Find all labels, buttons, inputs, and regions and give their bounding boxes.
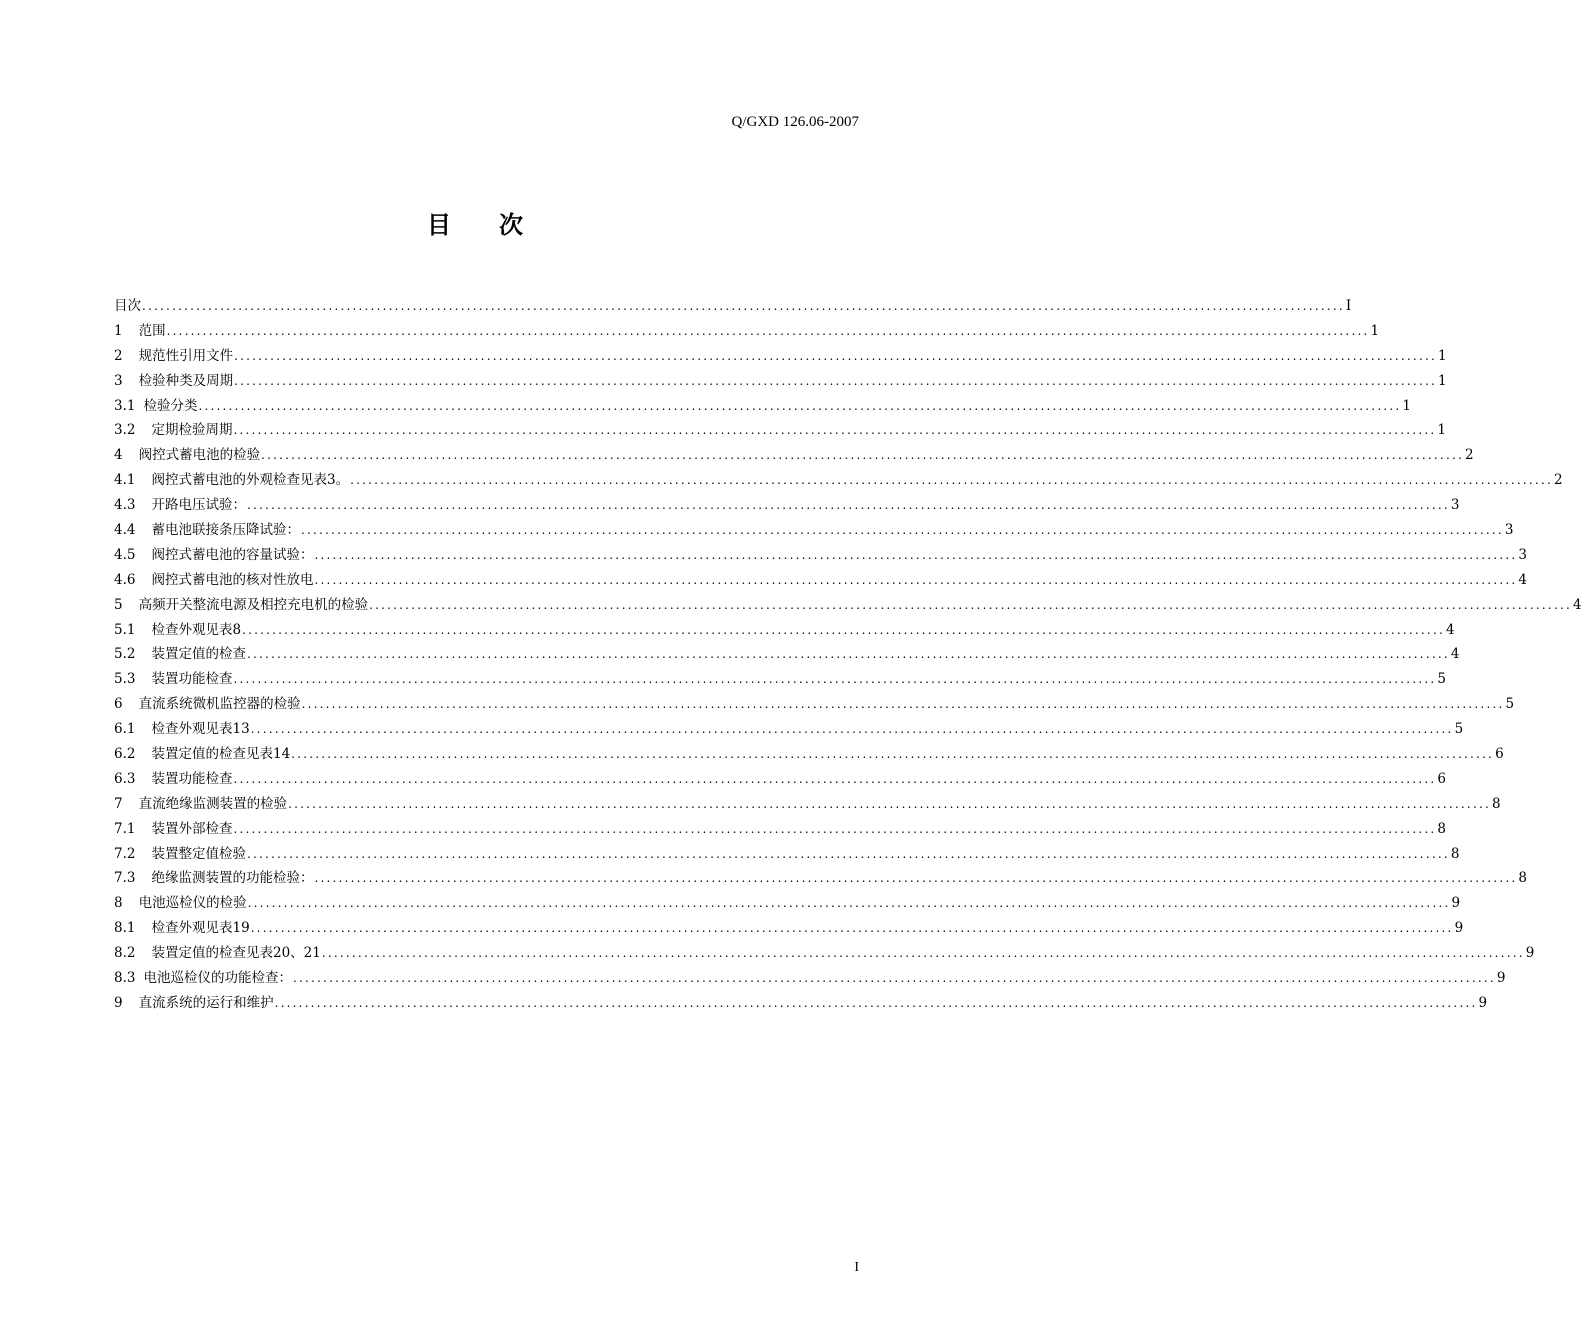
toc-leader-dots: ........................................................................................................................................................................................................ [234, 373, 1437, 388]
page-title-left: 目 [427, 211, 451, 239]
toc-entry-title: 检验种类及周期 [138, 372, 234, 389]
toc-entry-page: 9 [1454, 920, 1464, 937]
toc-leader-dots: ........................................................................................................................................................................................................ [250, 722, 1454, 737]
toc-entry-number: 4 [114, 447, 123, 464]
toc-entry[interactable] [114, 742, 1504, 767]
toc-entry-title: 范围 [138, 322, 166, 339]
toc-entry[interactable] [114, 941, 1535, 966]
toc-leader-dots: ........................................................................................................................................................................................................ [301, 697, 1505, 712]
toc-leader-dots: ........................................................................................................................................................................................................ [250, 921, 1454, 936]
toc-entry-page: 9 [1451, 895, 1461, 912]
toc-entry-title: 高频开关整流电源及相控充电机的检验 [138, 596, 369, 613]
toc-leader-dots: ........................................................................................................................................................................................................ [292, 971, 1496, 986]
toc-entry-number: 7.3 [114, 870, 136, 887]
toc-entry-page: 4 [1572, 596, 1582, 613]
toc-entry-page: 8 [1450, 845, 1460, 862]
toc-entry-page: 8 [1491, 795, 1501, 812]
toc-entry-number: 8.3 [114, 970, 136, 987]
toc-entry[interactable] [114, 394, 1411, 419]
toc-entry-title: 阀控式蓄电池的外观检查见表3。 [151, 472, 350, 489]
toc-leader-dots: ........................................................................................................................................................................................................ [350, 473, 1553, 488]
document-code: Q/GXD 126.06-2007 [731, 114, 859, 130]
toc-leader-dots: ........................................................................................................................................................................................................ [246, 498, 1450, 513]
toc-entry-title: 直流绝缘监测装置的检验 [138, 795, 288, 812]
toc-entry-number: 4.4 [114, 522, 136, 539]
toc-entry-title: 装置外部检查 [151, 820, 233, 837]
toc-leader-dots: ........................................................................................................................................................................................................ [246, 647, 1450, 662]
toc-entry-number: 8.2 [114, 945, 136, 962]
toc-entry-number: 9 [114, 994, 123, 1011]
toc-entry[interactable] [114, 667, 1446, 692]
toc-entry-number: 3.1 [114, 397, 136, 414]
toc-entry[interactable] [114, 294, 1352, 319]
toc-entry[interactable] [114, 518, 1514, 543]
toc-entry-page: 8 [1437, 820, 1446, 837]
toc-entry-page: 5 [1505, 696, 1515, 713]
toc-leader-dots: ........................................................................................................................................................................................................ [247, 896, 1451, 911]
toc-entry-number: 3 [114, 372, 123, 389]
toc-entry[interactable] [114, 593, 1582, 618]
toc-entry-title: 阀控式蓄电池的检验 [138, 447, 261, 464]
toc-entry-page: 2 [1464, 447, 1474, 464]
toc-leader-dots: ........................................................................................................................................................................................................ [321, 946, 1525, 961]
toc-entry[interactable] [114, 717, 1464, 742]
toc-entry[interactable] [114, 842, 1460, 867]
toc-entry-page: 6 [1437, 770, 1446, 787]
toc-leader-dots: ........................................................................................................................................................................................................ [314, 572, 1518, 587]
toc-leader-dots: ........................................................................................................................................................................................................ [261, 448, 1464, 463]
toc-entry-page: 9 [1478, 994, 1488, 1011]
toc-entry-page: 4 [1445, 621, 1455, 638]
toc-entry-number: 4.6 [114, 571, 136, 588]
toc-entry-page: 4 [1450, 646, 1460, 663]
toc-entry-title: 检查外观见表8 [151, 621, 242, 638]
toc-entry-page: 3 [1450, 497, 1460, 514]
toc-leader-dots: ........................................................................................................................................................................................................ [288, 796, 1491, 811]
toc-entry-number: 1 [114, 322, 123, 339]
toc-entry[interactable] [114, 966, 1506, 991]
toc-leader-dots: ........................................................................................................................................................................................................ [142, 299, 1345, 313]
toc-entry-number: 7.1 [114, 820, 136, 837]
table-of-contents [114, 294, 1582, 1016]
toc-entry[interactable] [114, 866, 1527, 891]
toc-entry[interactable] [114, 543, 1527, 568]
toc-entry-number: 8.1 [114, 920, 136, 937]
toc-entry-number: 3.2 [114, 422, 136, 439]
toc-entry-title: 直流系统的运行和维护 [138, 994, 274, 1011]
toc-entry-title: 装置定值的检查见表14 [151, 746, 291, 763]
toc-entry-page: 8 [1518, 870, 1527, 887]
toc-entry-title: 装置定值的检查见表20、21 [151, 945, 321, 962]
toc-entry-page: 1 [1370, 322, 1380, 339]
toc-entry[interactable] [114, 369, 1447, 394]
toc-entry-page: I [1345, 298, 1352, 314]
toc-entry-title: 装置整定值检验 [151, 845, 246, 862]
toc-leader-dots: ........................................................................................................................................................................................................ [233, 821, 1437, 836]
toc-entry-title: 阀控式蓄电池的核对性放电 [151, 571, 314, 588]
toc-entry-title: 规范性引用文件 [138, 347, 234, 364]
toc-entry-number: 6 [114, 696, 123, 713]
toc-entry-title: 装置定值的检查 [151, 646, 246, 663]
toc-entry-page: 9 [1496, 970, 1506, 987]
toc-leader-dots: ........................................................................................................................................................................................................ [314, 547, 1518, 562]
toc-entry-number: 8 [114, 895, 123, 912]
toc-leader-dots: ........................................................................................................................................................................................................ [291, 747, 1495, 762]
toc-entry-page: 3 [1518, 546, 1527, 563]
toc-entry-page: 4 [1518, 571, 1527, 588]
toc-leader-dots: ........................................................................................................................................................................................................ [233, 672, 1437, 687]
toc-entry[interactable] [114, 817, 1446, 842]
toc-entry-title: 阀控式蓄电池的容量试验： [151, 546, 314, 563]
toc-entry-page: 1 [1402, 397, 1411, 414]
toc-leader-dots: ........................................................................................................................................................................................................ [233, 771, 1437, 786]
page-title-right: 次 [499, 211, 523, 239]
toc-leader-dots: ........................................................................................................................................................................................................ [314, 871, 1518, 886]
toc-entry-number: 6.2 [114, 746, 136, 763]
toc-leader-dots: ........................................................................................................................................................................................................ [300, 523, 1504, 538]
toc-entry[interactable] [114, 642, 1460, 667]
toc-entry[interactable] [114, 792, 1501, 817]
toc-entry-number: 4.3 [114, 497, 136, 514]
toc-leader-dots: ........................................................................................................................................................................................................ [198, 398, 1402, 413]
toc-entry-number: 5.3 [114, 671, 136, 688]
toc-entry-number: 6.3 [114, 770, 136, 787]
toc-entry[interactable] [114, 568, 1527, 593]
toc-entry-title: 蓄电池联接条压降试验： [151, 522, 300, 539]
toc-entry-title: 检验分类 [143, 397, 198, 414]
toc-leader-dots: ........................................................................................................................................................................................................ [246, 846, 1450, 861]
toc-leader-dots: ........................................................................................................................................................................................................ [242, 622, 1445, 637]
toc-entry-number: 2 [114, 347, 123, 364]
toc-entry-title: 直流系统微机监控器的检验 [138, 696, 301, 713]
toc-entry-title: 装置功能检查 [151, 770, 233, 787]
toc-entry[interactable] [114, 443, 1474, 468]
toc-entry[interactable] [114, 493, 1460, 518]
toc-entry[interactable] [114, 618, 1455, 643]
toc-entry-title: 电池巡检仪的功能检查： [143, 970, 292, 987]
toc-entry-title: 检查外观见表13 [151, 721, 250, 738]
toc-entry-number: 5.2 [114, 646, 136, 663]
toc-entry[interactable] [114, 692, 1515, 717]
toc-entry-title: 装置功能检查 [151, 671, 233, 688]
toc-entry-number: 5.1 [114, 621, 136, 638]
toc-entry-page: 3 [1504, 522, 1514, 539]
toc-entry-page: 9 [1525, 945, 1535, 962]
toc-entry-title: 开路电压试验： [151, 497, 246, 514]
toc-entry-title: 目次 [114, 298, 141, 314]
toc-leader-dots: ........................................................................................................................................................................................................ [233, 423, 1437, 438]
page-title [0, 205, 950, 240]
toc-entry[interactable] [114, 418, 1446, 443]
toc-entry-number: 5 [114, 596, 123, 613]
toc-entry[interactable] [114, 891, 1461, 916]
toc-entry[interactable] [114, 468, 1563, 493]
toc-entry-page: 5 [1454, 721, 1464, 738]
toc-entry-number: 4.5 [114, 546, 136, 563]
toc-leader-dots: ........................................................................................................................................................................................................ [234, 348, 1437, 363]
toc-entry-page: 1 [1437, 372, 1447, 389]
toc-entry-page: 1 [1437, 422, 1446, 439]
toc-entry-page: 6 [1495, 746, 1504, 763]
toc-entry-page: 1 [1437, 347, 1447, 364]
toc-entry-title: 检查外观见表19 [151, 920, 250, 937]
toc-entry[interactable] [114, 916, 1464, 941]
toc-entry-title: 定期检验周期 [151, 422, 233, 439]
toc-entry-number: 7.2 [114, 845, 136, 862]
toc-entry-title: 电池巡检仪的检验 [138, 895, 247, 912]
toc-entry-page: 2 [1553, 472, 1563, 489]
page-number: I [854, 1260, 859, 1275]
toc-leader-dots: ........................................................................................................................................................................................................ [369, 597, 1572, 612]
toc-entry[interactable] [114, 344, 1447, 369]
toc-leader-dots: ........................................................................................................................................................................................................ [274, 995, 1478, 1010]
toc-leader-dots: ........................................................................................................................................................................................................ [166, 323, 1370, 338]
toc-entry-page: 5 [1437, 671, 1446, 688]
toc-entry[interactable] [114, 991, 1488, 1016]
toc-entry-title: 绝缘监测装置的功能检验： [151, 870, 314, 887]
toc-entry[interactable] [114, 767, 1446, 792]
toc-entry-number: 7 [114, 795, 123, 812]
toc-entry-number: 6.1 [114, 721, 136, 738]
toc-entry-number: 4.1 [114, 472, 136, 489]
toc-entry[interactable] [114, 319, 1380, 344]
